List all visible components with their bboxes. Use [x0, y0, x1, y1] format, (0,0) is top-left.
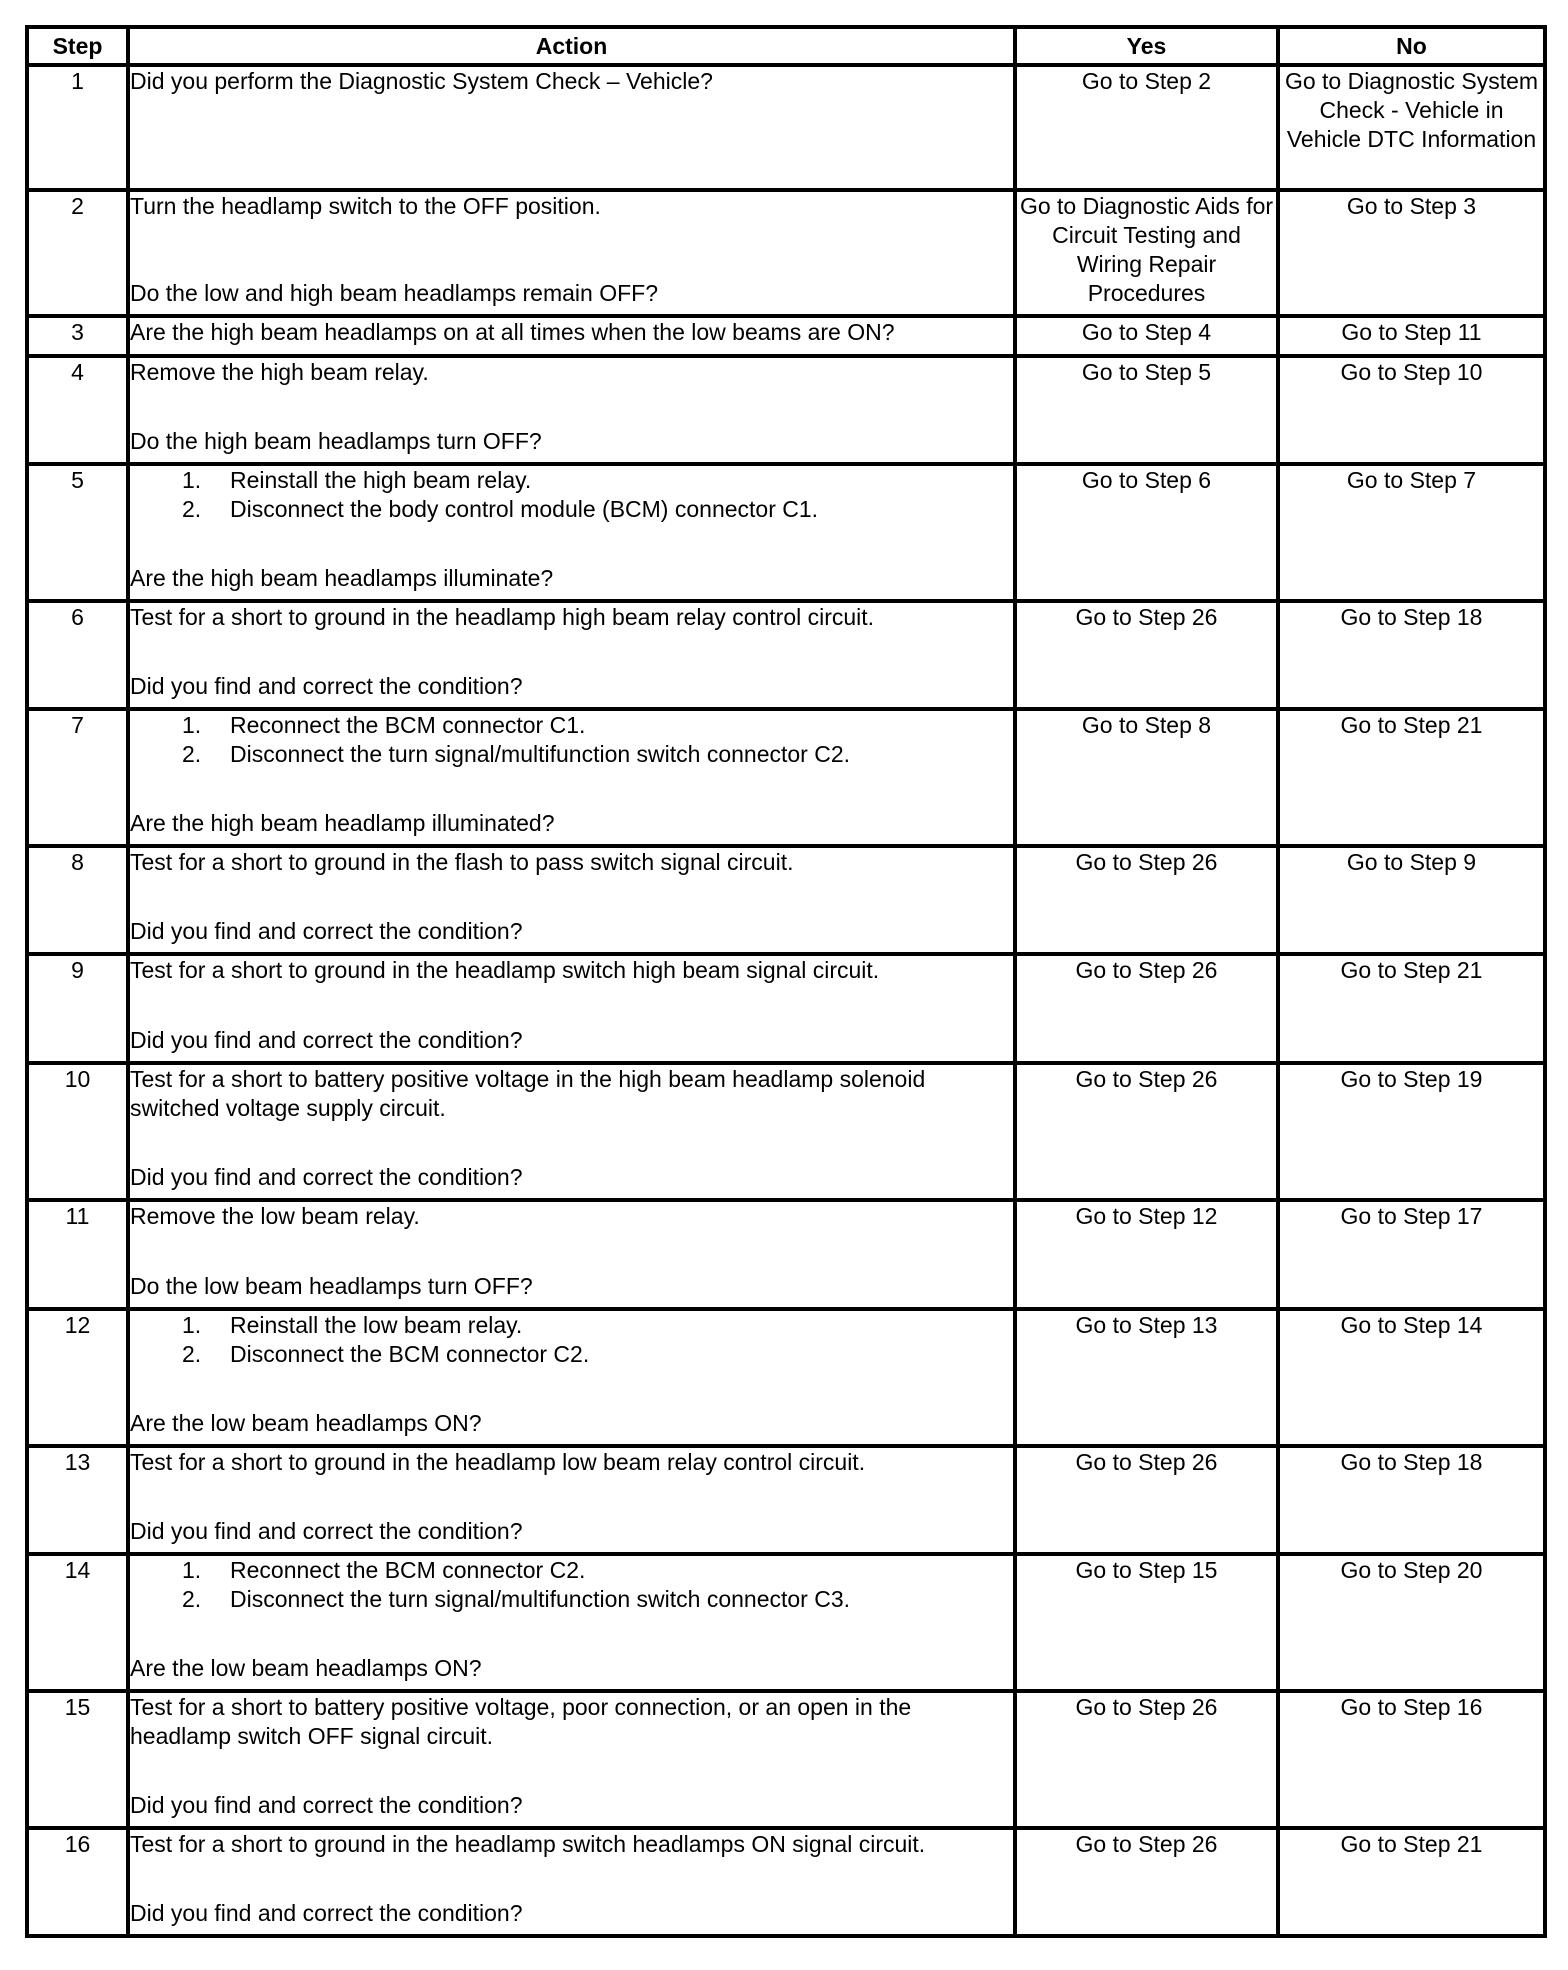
no-outcome: Go to Step 21 [1278, 954, 1545, 1063]
action-instructions [130, 1311, 1013, 1369]
list-item-number: 2. [182, 1341, 202, 1367]
header-no: No [1278, 27, 1545, 65]
action-question: Are the low beam headlamps ON? [130, 1655, 482, 1681]
step-number: 11 [27, 1200, 128, 1309]
action-question: Are the low beam headlamps ON? [130, 1410, 482, 1436]
step-number: 4 [27, 356, 128, 464]
no-outcome: Go to Step 11 [1278, 316, 1545, 356]
action-text: Remove the high beam relay. [130, 359, 429, 385]
table-row [27, 316, 1545, 356]
list-item-number: 2. [182, 741, 202, 767]
yes-outcome: Go to Step 2 [1015, 65, 1278, 190]
step-number: 14 [27, 1554, 128, 1691]
table-row [27, 1554, 1545, 1691]
no-outcome: Go to Step 3 [1278, 190, 1545, 316]
table-row [27, 601, 1545, 709]
action-text: Test for a short to ground in the headlamp switch high beam signal circuit. [130, 957, 880, 983]
action-question: Are the high beam headlamps illuminate? [130, 565, 554, 591]
action-cell [128, 601, 1015, 709]
action-cell [128, 464, 1015, 601]
action-text: Turn the headlamp switch to the OFF position. [130, 193, 601, 219]
list-item-number: 2. [182, 496, 202, 522]
table-body [27, 65, 1545, 1936]
action-question: Did you find and correct the condition? [130, 1792, 523, 1818]
yes-outcome: Go to Step 26 [1015, 846, 1278, 954]
table-row [27, 1691, 1545, 1828]
table-row [27, 846, 1545, 954]
diagnostic-table [25, 25, 1547, 1938]
step-number: 8 [27, 846, 128, 954]
list-item-number: 2. [182, 1586, 202, 1612]
action-list-item [130, 1556, 1013, 1585]
table-row [27, 1063, 1545, 1200]
action-text: Are the high beam headlamps on at all times when the low beams are ON? [130, 319, 895, 345]
action-text: Test for a short to ground in the headlamp low beam relay control circuit. [130, 1449, 866, 1475]
action-instructions [130, 1448, 1013, 1477]
action-question: Do the high beam headlamps turn OFF? [130, 428, 542, 454]
list-item-text: Reinstall the low beam relay. [230, 1312, 523, 1338]
action-text: Test for a short to ground in the headlamp switch headlamps ON signal circuit. [130, 1831, 926, 1857]
action-list-item [130, 711, 1013, 740]
table-row [27, 190, 1545, 316]
action-cell [128, 190, 1015, 316]
step-number: 9 [27, 954, 128, 1063]
yes-outcome: Go to Step 26 [1015, 954, 1278, 1063]
action-instructions [130, 1693, 1013, 1751]
list-item-text: Disconnect the body control module (BCM) connector C1. [230, 496, 819, 522]
action-question: Did you find and correct the condition? [130, 1027, 523, 1053]
action-cell [128, 954, 1015, 1063]
yes-outcome: Go to Step 6 [1015, 464, 1278, 601]
table-row [27, 709, 1545, 846]
no-outcome: Go to Step 20 [1278, 1554, 1545, 1691]
no-outcome: Go to Step 19 [1278, 1063, 1545, 1200]
yes-outcome: Go to Step 8 [1015, 709, 1278, 846]
header-step: Step [27, 27, 128, 65]
table-row [27, 65, 1545, 190]
table-row [27, 954, 1545, 1063]
action-cell [128, 1554, 1015, 1691]
header-yes: Yes [1015, 27, 1278, 65]
no-outcome: Go to Step 18 [1278, 601, 1545, 709]
action-list-item [130, 466, 1013, 495]
step-number: 7 [27, 709, 128, 846]
action-text: Did you perform the Diagnostic System Check – Vehicle? [130, 68, 713, 94]
step-number: 13 [27, 1446, 128, 1554]
action-instructions [130, 318, 1013, 347]
step-number: 1 [27, 65, 128, 190]
action-instructions [130, 192, 1013, 221]
action-instructions [130, 358, 1013, 387]
action-text: Test for a short to battery positive voltage in the high beam headlamp solenoid switched voltage supply circuit. [130, 1066, 926, 1121]
action-instructions [130, 1202, 1013, 1231]
header-action: Action [128, 27, 1015, 65]
list-item-text: Reconnect the BCM connector C2. [230, 1557, 586, 1583]
action-cell [128, 65, 1015, 190]
no-outcome: Go to Step 16 [1278, 1691, 1545, 1828]
action-cell [128, 1828, 1015, 1936]
yes-outcome: Go to Step 26 [1015, 1063, 1278, 1200]
action-list-item [130, 495, 1013, 524]
list-item-number: 1. [182, 1557, 202, 1583]
action-list-item [130, 1585, 1013, 1614]
table-row [27, 464, 1545, 601]
no-outcome: Go to Step 10 [1278, 356, 1545, 464]
action-question: Did you find and correct the condition? [130, 1900, 523, 1926]
step-number: 12 [27, 1309, 128, 1446]
action-instructions [130, 466, 1013, 524]
action-instructions [130, 711, 1013, 769]
yes-outcome: Go to Diagnostic Aids for Circuit Testing and Wiring Repair Procedures [1015, 190, 1278, 316]
action-instructions [130, 1830, 1013, 1859]
table-row [27, 1200, 1545, 1309]
yes-outcome: Go to Step 12 [1015, 1200, 1278, 1309]
step-number: 15 [27, 1691, 128, 1828]
list-item-number: 1. [182, 467, 202, 493]
action-list-item [130, 1311, 1013, 1340]
no-outcome: Go to Step 9 [1278, 846, 1545, 954]
action-list-item [130, 740, 1013, 769]
action-question: Are the high beam headlamp illuminated? [130, 810, 555, 836]
step-number: 16 [27, 1828, 128, 1936]
step-number: 2 [27, 190, 128, 316]
list-item-number: 1. [182, 1312, 202, 1338]
action-instructions [130, 848, 1013, 877]
yes-outcome: Go to Step 5 [1015, 356, 1278, 464]
no-outcome: Go to Step 7 [1278, 464, 1545, 601]
action-question: Did you find and correct the condition? [130, 918, 523, 944]
action-question: Did you find and correct the condition? [130, 673, 523, 699]
action-list-item [130, 1340, 1013, 1369]
action-cell [128, 709, 1015, 846]
no-outcome: Go to Step 18 [1278, 1446, 1545, 1554]
list-item-text: Reconnect the BCM connector C1. [230, 712, 586, 738]
action-cell [128, 1691, 1015, 1828]
action-question: Do the low beam headlamps turn OFF? [130, 1273, 533, 1299]
no-outcome: Go to Step 17 [1278, 1200, 1545, 1309]
action-cell [128, 356, 1015, 464]
step-number: 6 [27, 601, 128, 709]
action-cell [128, 1200, 1015, 1309]
step-number: 10 [27, 1063, 128, 1200]
action-question: Did you find and correct the condition? [130, 1164, 523, 1190]
yes-outcome: Go to Step 26 [1015, 1691, 1278, 1828]
step-number: 3 [27, 316, 128, 356]
action-text: Test for a short to ground in the headlamp high beam relay control circuit. [130, 604, 875, 630]
no-outcome: Go to Step 21 [1278, 709, 1545, 846]
yes-outcome: Go to Step 13 [1015, 1309, 1278, 1446]
action-instructions [130, 1556, 1013, 1614]
action-cell [128, 846, 1015, 954]
action-cell [128, 1309, 1015, 1446]
action-cell [128, 1063, 1015, 1200]
yes-outcome: Go to Step 4 [1015, 316, 1278, 356]
action-instructions [130, 956, 1013, 985]
table-row [27, 1446, 1545, 1554]
action-question: Do the low and high beam headlamps remain OFF? [130, 280, 659, 306]
header-row [27, 27, 1545, 65]
action-text: Test for a short to ground in the flash to pass switch signal circuit. [130, 849, 794, 875]
no-outcome: Go to Step 21 [1278, 1828, 1545, 1936]
step-number: 5 [27, 464, 128, 601]
no-outcome: Go to Diagnostic System Check - Vehicle in Vehicle DTC Information [1278, 65, 1545, 190]
action-cell [128, 316, 1015, 356]
action-instructions [130, 603, 1013, 632]
list-item-text: Disconnect the turn signal/multifunction switch connector C2. [230, 741, 851, 767]
yes-outcome: Go to Step 26 [1015, 601, 1278, 709]
action-text: Remove the low beam relay. [130, 1203, 420, 1229]
yes-outcome: Go to Step 26 [1015, 1446, 1278, 1554]
no-outcome: Go to Step 14 [1278, 1309, 1545, 1446]
yes-outcome: Go to Step 26 [1015, 1828, 1278, 1936]
list-item-number: 1. [182, 712, 202, 738]
list-item-text: Disconnect the BCM connector C2. [230, 1341, 590, 1367]
table-row [27, 1828, 1545, 1936]
yes-outcome: Go to Step 15 [1015, 1554, 1278, 1691]
list-item-text: Reinstall the high beam relay. [230, 467, 532, 493]
action-cell [128, 1446, 1015, 1554]
list-item-text: Disconnect the turn signal/multifunction switch connector C3. [230, 1586, 851, 1612]
action-question: Did you find and correct the condition? [130, 1518, 523, 1544]
table-row [27, 1309, 1545, 1446]
action-instructions [130, 1065, 1013, 1123]
action-text: Test for a short to battery positive voltage, poor connection, or an open in the headlamp switch OFF signal circuit. [130, 1694, 912, 1749]
table-row [27, 356, 1545, 464]
action-instructions [130, 67, 1013, 96]
